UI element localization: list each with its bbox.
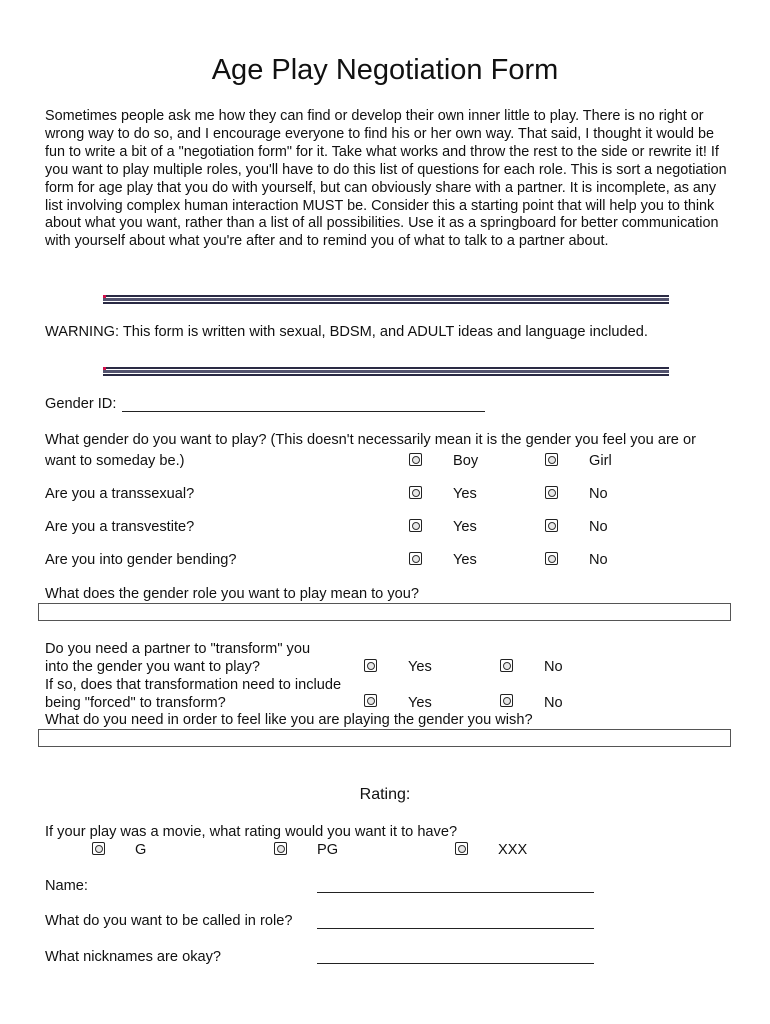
- called-field[interactable]: [317, 927, 594, 929]
- rating-g-radio[interactable]: [92, 842, 105, 855]
- rating-pg-label: PG: [317, 842, 339, 858]
- transsexual-yes-label: Yes: [453, 486, 477, 502]
- called-label: What do you want to be called in role?: [45, 913, 293, 929]
- divider-bottom: [103, 367, 669, 376]
- nicknames-field[interactable]: [317, 962, 594, 964]
- gender-id-label: Gender ID:: [45, 396, 117, 412]
- partner-transform-no-label: No: [544, 659, 563, 675]
- partner-transform-yes-radio[interactable]: [364, 659, 377, 672]
- rating-xxx-label: XXX: [498, 842, 528, 858]
- forced-line1: If so, does that transformation need to include: [45, 677, 342, 693]
- transsexual-no-radio[interactable]: [545, 486, 558, 499]
- rating-question: If your play was a movie, what rating would you want it to have?: [45, 824, 458, 840]
- rating-xxx-radio[interactable]: [455, 842, 468, 855]
- rating-g-label: G: [135, 842, 147, 858]
- transvestite-label: Are you a transvestite?: [45, 519, 195, 535]
- transsexual-no-label: No: [589, 486, 608, 502]
- forced-no-radio[interactable]: [500, 694, 513, 707]
- partner-transform-no-radio[interactable]: [500, 659, 513, 672]
- rating-pg-radio[interactable]: [274, 842, 287, 855]
- gender-question-line2: want to someday be.): [45, 453, 185, 469]
- rating-heading: Rating:: [359, 786, 411, 803]
- girl-radio[interactable]: [545, 453, 558, 466]
- transvestite-no-label: No: [589, 519, 608, 535]
- partner-transform-line1: Do you need a partner to "transform" you: [45, 641, 311, 657]
- transsexual-label: Are you a transsexual?: [45, 486, 195, 502]
- name-label: Name:: [45, 878, 88, 894]
- transvestite-no-radio[interactable]: [545, 519, 558, 532]
- transvestite-yes-radio[interactable]: [409, 519, 422, 532]
- feel-gender-input[interactable]: [38, 729, 731, 747]
- gender-bending-yes-radio[interactable]: [409, 552, 422, 565]
- forced-line2: being "forced" to transform?: [45, 695, 226, 711]
- boy-label: Boy: [453, 453, 479, 469]
- gender-id-field[interactable]: [122, 410, 485, 412]
- gender-bending-label: Are you into gender bending?: [45, 552, 237, 568]
- name-field[interactable]: [317, 891, 594, 893]
- partner-transform-yes-label: Yes: [408, 659, 432, 675]
- gender-role-meaning-input[interactable]: [38, 603, 731, 621]
- transsexual-yes-radio[interactable]: [409, 486, 422, 499]
- gender-bending-yes-label: Yes: [453, 552, 477, 568]
- transvestite-yes-label: Yes: [453, 519, 477, 535]
- partner-transform-line2: into the gender you want to play?: [45, 659, 261, 675]
- boy-radio[interactable]: [409, 453, 422, 466]
- feel-gender-label: What do you need in order to feel like you are playing the gender you wish?: [45, 712, 533, 728]
- gender-question-line1: What gender do you want to play? (This doesn't necessarily mean it is the gender you feel you are or: [45, 432, 696, 448]
- divider-top: [103, 295, 669, 304]
- gender-bending-no-radio[interactable]: [545, 552, 558, 565]
- girl-label: Girl: [589, 453, 612, 469]
- forced-no-label: No: [544, 695, 563, 711]
- gender-role-meaning-label: What does the gender role you want to play mean to you?: [45, 586, 419, 602]
- warning-text: WARNING: This form is written with sexual, BDSM, and ADULT ideas and language included.: [45, 324, 648, 340]
- intro-paragraph: Sometimes people ask me how they can find or develop their own inner little to play. There is no right or wrong way to do so, and I encourage everyone to find his or her own way. That said, I thought it would be fun to write a bit of a "negotiation form" for it. Take what works and throw the rest to the side or rewrite it! If you want to play multiple roles, you'll have to do this list of questions for each role. This is sort a negotiation form for age play that you do with yourself, but can obviously share with a partner. It is incomplete, as any list involving complex human interaction MUST be. Consider this a starting point that will help you to think about what you want, rather than a list of all possibilities. Use it as a springboard for better communication with yourself about what you're after and to remind you of what to talk to a partner about.: [45, 108, 727, 250]
- gender-bending-no-label: No: [589, 552, 608, 568]
- nicknames-label: What nicknames are okay?: [45, 949, 222, 965]
- page-title: Age Play Negotiation Form: [211, 54, 559, 86]
- forced-yes-radio[interactable]: [364, 694, 377, 707]
- forced-yes-label: Yes: [408, 695, 432, 711]
